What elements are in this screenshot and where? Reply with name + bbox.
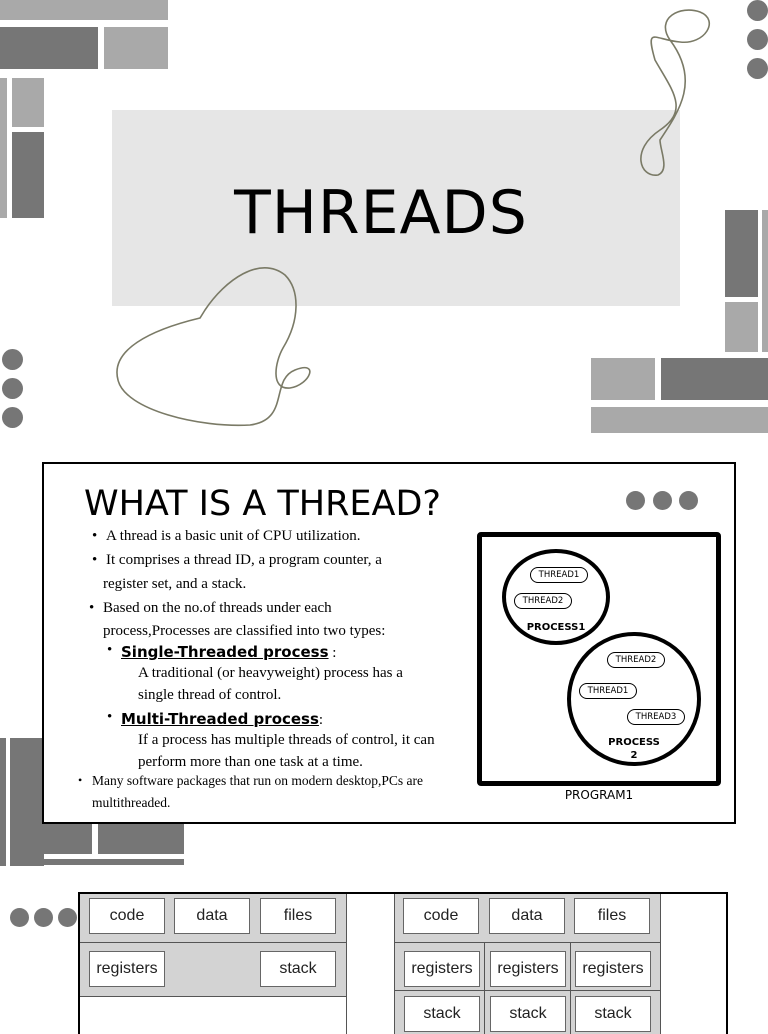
deco-block [10, 738, 44, 866]
program-diagram [477, 532, 721, 786]
sub-bullet-text: perform more than one task at a time. [138, 754, 363, 770]
bullet-dot: • [78, 773, 83, 787]
stack-cell: stack [490, 996, 566, 1032]
deco-dot [679, 491, 698, 510]
files-cell: files [260, 898, 336, 934]
sub-bullet-dot: • [107, 709, 113, 725]
thread-table-slide [78, 892, 728, 1034]
table-divider [394, 942, 660, 943]
deco-block [0, 738, 6, 866]
deco-dot [58, 908, 77, 927]
thread-pill: THREAD3 [627, 709, 685, 725]
bullet-text: multithreaded. [92, 795, 171, 810]
thread-pill: THREAD1 [530, 567, 588, 583]
registers-cell: registers [404, 951, 480, 987]
table-divider [80, 942, 346, 943]
registers-cell: registers [89, 951, 165, 987]
slide-title: THREADS [234, 178, 528, 248]
heading-suffix: : [318, 712, 324, 728]
bullet-text: A thread is a basic unit of CPU utilization. [106, 528, 361, 544]
stack-cell: stack [260, 951, 336, 987]
code-cell: code [403, 898, 479, 934]
table-divider [80, 996, 346, 997]
deco-squiggle [0, 0, 768, 460]
deco-block [42, 820, 92, 854]
deco-dot [34, 908, 53, 927]
data-cell: data [489, 898, 565, 934]
thread-pill: THREAD2 [514, 593, 572, 609]
code-cell: code [89, 898, 165, 934]
heading-suffix: : [328, 645, 337, 661]
process-label: 2 [630, 750, 638, 761]
process-label: PROCESS [608, 737, 660, 748]
multi-threaded-heading: Multi-Threaded process [121, 710, 319, 728]
process2-circle [567, 632, 701, 766]
bullet-item: • A thread is a basic unit of CPU utilization. [92, 528, 361, 544]
stack-cell: stack [404, 996, 480, 1032]
single-threaded-heading: Single-Threaded process [121, 643, 329, 661]
deco-block [98, 820, 184, 854]
thread-slide [42, 462, 736, 824]
bullet-text: Based on the no.of threads under each [103, 600, 332, 616]
deco-dot [626, 491, 645, 510]
table-divider [570, 942, 571, 1034]
thread-pill: THREAD2 [607, 652, 665, 668]
bullet-text: It comprises a thread ID, a program counter, a [106, 552, 382, 568]
slide-heading: WHAT IS A THREAD? [84, 484, 441, 524]
bullet-item: • Based on the no.of threads under each [89, 600, 332, 616]
files-cell: files [574, 898, 650, 934]
bullet-continuation: register set, and a stack. [103, 576, 247, 592]
registers-cell: registers [575, 951, 651, 987]
table-divider [346, 894, 347, 1034]
thread-pill: THREAD1 [579, 683, 637, 699]
table-divider [660, 894, 661, 1034]
registers-cell: registers [490, 951, 566, 987]
table-divider [394, 990, 660, 991]
deco-block [42, 859, 184, 865]
data-cell: data [174, 898, 250, 934]
multi-threaded-line [121, 709, 323, 729]
table-divider [484, 942, 485, 1034]
deco-dot [653, 491, 672, 510]
process-label: PROCESS1 [526, 622, 586, 633]
sub-bullet-text: A traditional (or heavyweight) process has a [138, 665, 403, 681]
sub-bullet-text: If a process has multiple threads of control, it can [138, 732, 435, 748]
deco-dot [10, 908, 29, 927]
single-threaded-line [121, 642, 336, 662]
bullet-text: Many software packages that run on modern desktop,PCs are [92, 773, 424, 788]
diagram-caption: PROGRAM1 [564, 788, 634, 802]
bullet-item: • It comprises a thread ID, a program counter, a [92, 552, 382, 568]
process1-circle [502, 549, 610, 645]
stack-cell: stack [575, 996, 651, 1032]
table-divider [394, 894, 395, 1034]
sub-bullet-dot: • [107, 642, 113, 658]
sub-bullet-text: single thread of control. [138, 687, 282, 703]
bullet-continuation: process,Processes are classified into two types: [103, 623, 386, 639]
